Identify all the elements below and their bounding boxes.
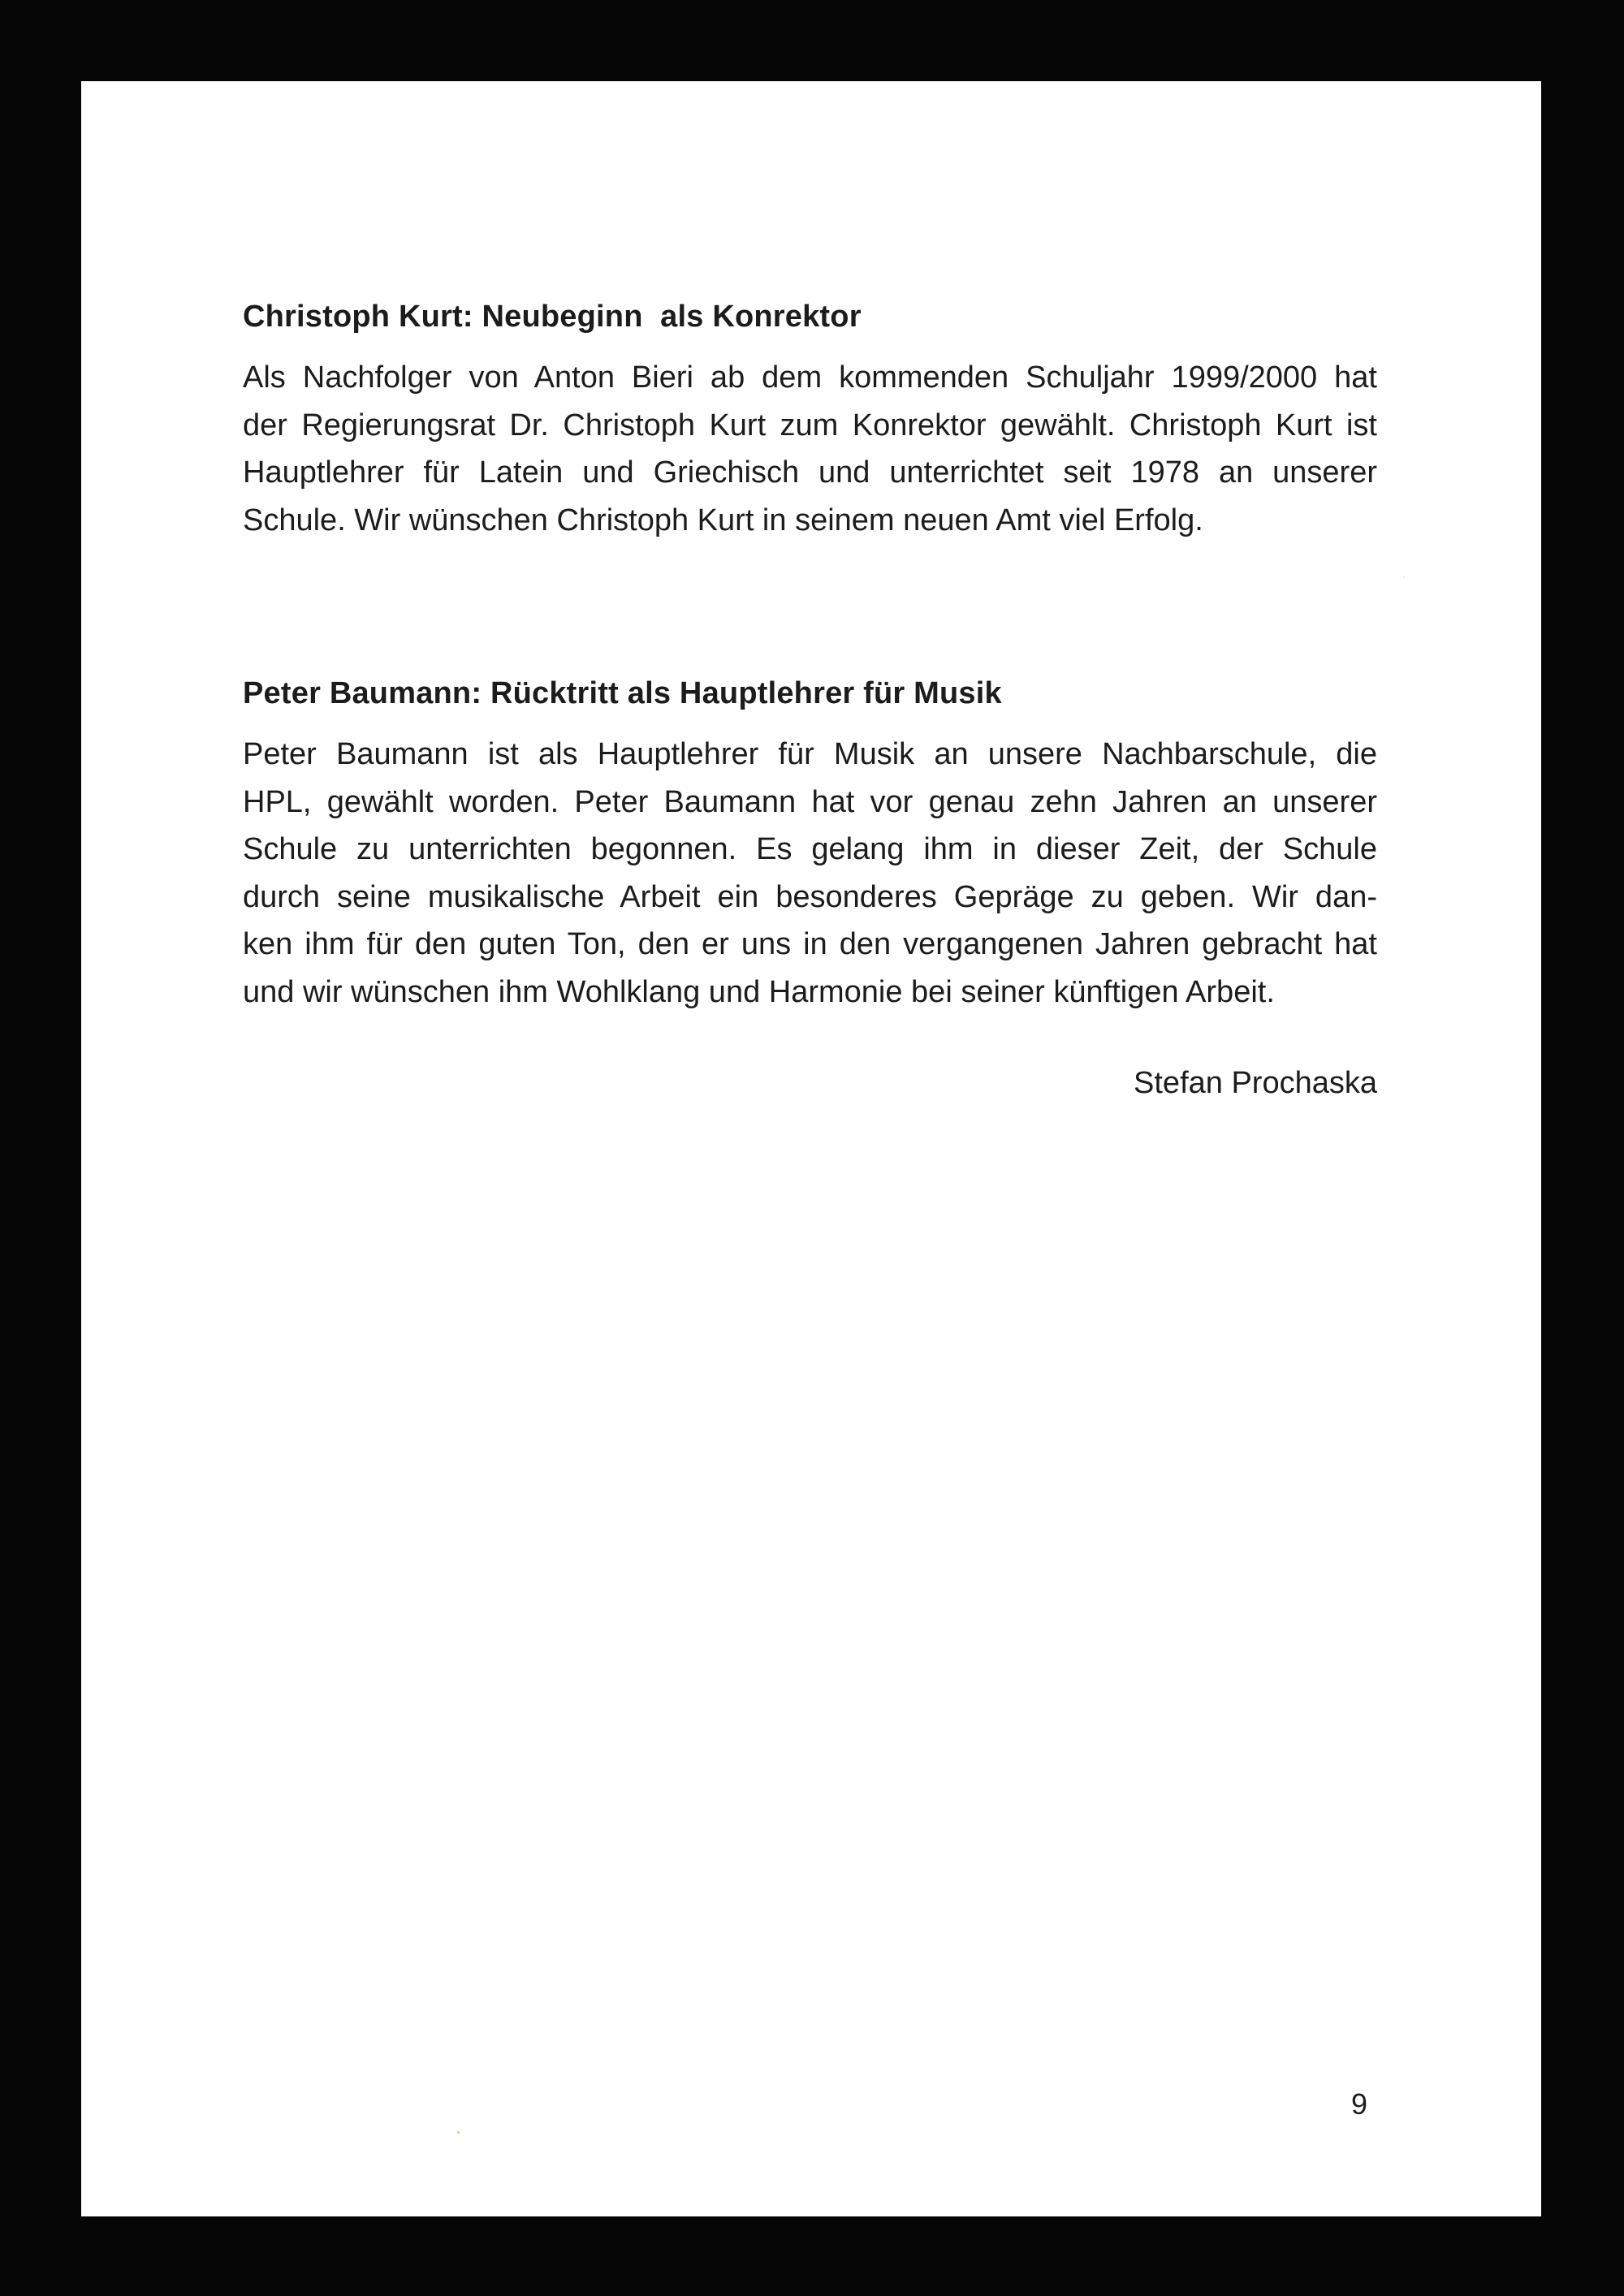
signature: Stefan Prochaska [1134,1066,1377,1100]
section-paragraph [243,731,1377,1016]
paragraph-line: ken ihm für den guten Ton, den er uns in den vergangenen Jahren gebracht hat [243,927,1377,961]
paragraph-line: Hauptlehrer für Latein und Griechisch und unterrichtet seit 1978 an unserer [243,455,1377,490]
section-heading: Peter Baumann: Rücktritt als Hauptlehrer für Musik [243,676,1002,710]
section-peter-baumann [243,674,1377,1016]
section-paragraph [243,354,1377,544]
paragraph-line: und wir wünschen ihm Wohlklang und Harmonie bei seiner künftigen Arbeit. [243,974,1275,1009]
section-christoph-kurt [243,297,1377,544]
section-heading: Christoph Kurt: Neubeginn als Konrektor [243,300,862,334]
scan-speck [1403,576,1405,578]
paragraph-line: Peter Baumann ist als Hauptlehrer für Musik an unsere Nachbarschule, die [243,737,1377,771]
paragraph-line: durch seine musikalische Arbeit ein besonderes Gepräge zu geben. Wir dan- [243,879,1377,914]
paragraph-line: HPL, gewählt worden. Peter Baumann hat vor genau zehn Jahren an unserer [243,784,1377,819]
paragraph-line: Als Nachfolger von Anton Bieri ab dem kommenden Schuljahr 1999/2000 hat [243,360,1377,395]
page-number: 9 [1351,2087,1368,2121]
paragraph-line: der Regierungsrat Dr. Christoph Kurt zum Konrektor gewählt. Christoph Kurt ist [243,408,1377,442]
paragraph-line: Schule zu unterrichten begonnen. Es gelang ihm in dieser Zeit, der Schule [243,832,1377,866]
document-page [88,81,1541,2216]
paragraph-line: Schule. Wir wünschen Christoph Kurt in seinem neuen Amt viel Erfolg. [243,503,1203,537]
scan-speck [457,2131,460,2134]
